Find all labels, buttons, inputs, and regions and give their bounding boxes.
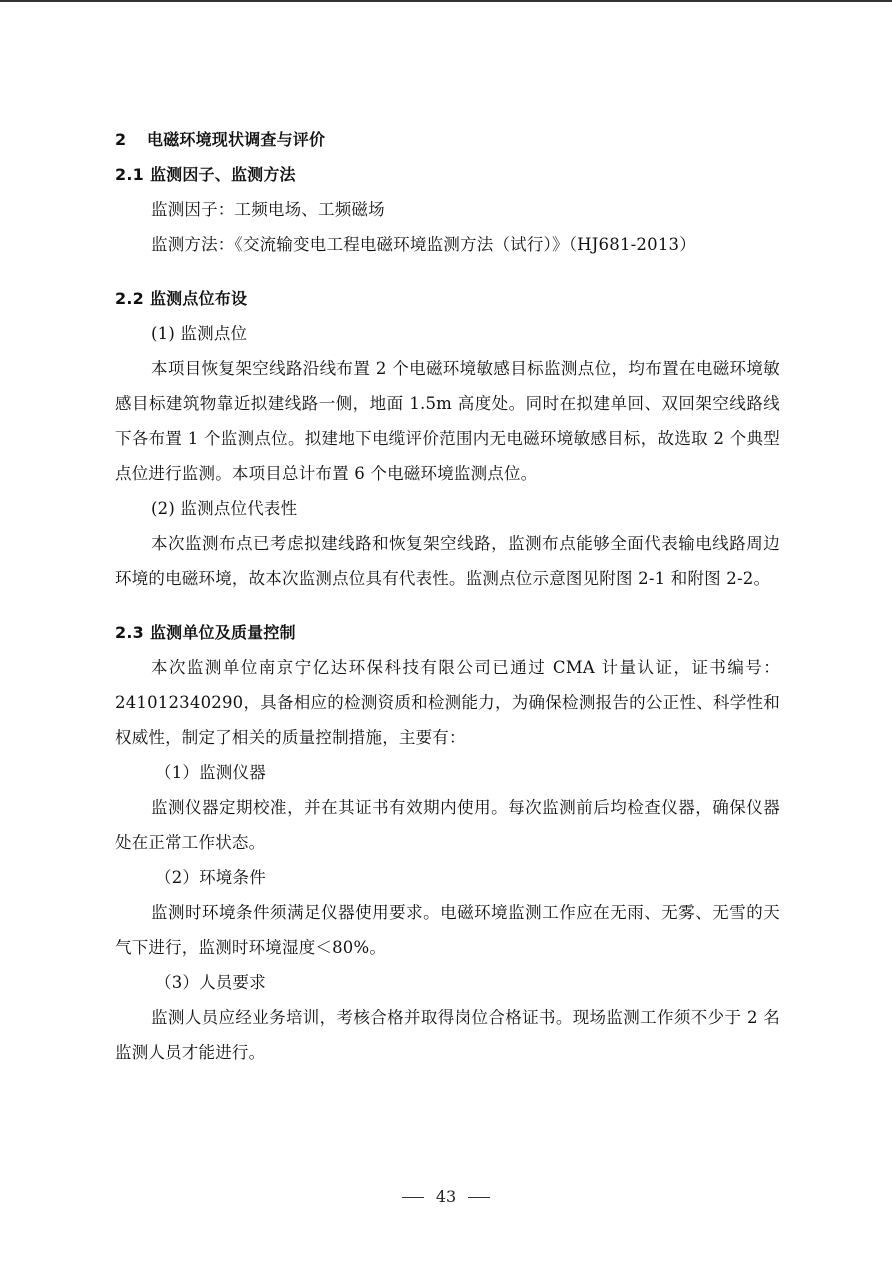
section-title: 电磁环境现状调查与评价 xyxy=(147,130,326,149)
footer-dash-left xyxy=(402,1197,424,1198)
spacer xyxy=(115,262,780,281)
spacer xyxy=(115,596,780,615)
section-2-2-heading xyxy=(115,281,780,316)
section-number: 2.1 xyxy=(115,165,144,184)
footer-dash-right xyxy=(468,1197,490,1198)
top-border-line xyxy=(0,0,892,2)
paragraph: 监测人员应经业务培训，考核合格并取得岗位合格证书。现场监测工作须不少于 2 名监测人员才能进行。 xyxy=(115,1008,780,1062)
monitoring-method-line: 监测方法：《交流输变电工程电磁环境监测方法（试行）》（HJ681-2013） xyxy=(151,235,696,254)
section-2-heading xyxy=(115,122,780,157)
section-number: 2 xyxy=(115,130,127,149)
section-2-1-heading xyxy=(115,157,780,192)
page-footer xyxy=(0,1182,892,1212)
paragraph: 本次监测单位南京宁亿达环保科技有限公司已通过 CMA 计量认证，证书编号：241012340290，具备相应的检测资质和检测能力，为确保检测报告的公正性、科学性和权威性，制定了相关的质量控制措施，主要有： xyxy=(115,658,780,747)
paragraph: 本次监测布点已考虑拟建线路和恢复架空线路，监测布点能够全面代表输电线路周边环境的电磁环境，故本次监测点位具有代表性。监测点位示意图见附图 2-1 和附图 2-2。 xyxy=(115,534,780,588)
list-item-title: （1）监测仪器 xyxy=(155,763,266,782)
section-number: 2.2 xyxy=(115,289,144,308)
section-title: 监测点位布设 xyxy=(149,289,248,308)
list-item-title: （3）人员要求 xyxy=(155,973,266,992)
monitoring-factors-line: 监测因子：工频电场、工频磁场 xyxy=(151,200,385,219)
document-body xyxy=(115,122,780,1070)
list-item-title: （2）环境条件 xyxy=(155,868,266,887)
paragraph: 监测时环境条件须满足仪器使用要求。电磁环境监测工作应在无雨、无雾、无雪的天气下进行，监测时环境湿度＜80%。 xyxy=(115,903,780,957)
section-title: 监测单位及质量控制 xyxy=(149,623,296,642)
paragraph: 本项目恢复架空线路沿线布置 2 个电磁环境敏感目标监测点位，均布置在电磁环境敏感目标建筑物靠近拟建线路一侧，地面 1.5m 高度处。同时在拟建单回、双回架空线路线下各布置 1 个监测点位。拟建地下电缆评价范围内无电磁环境敏感目标，故选取 2 个典型点位进行监测。本项目总计布置 6 个电磁环境监测点位。 xyxy=(115,359,780,483)
section-title: 监测因子、监测方法 xyxy=(149,165,296,184)
section-2-3-heading xyxy=(115,615,780,650)
page-number: 43 xyxy=(435,1187,457,1206)
subsection-title: (2) 监测点位代表性 xyxy=(151,499,298,518)
paragraph: 监测仪器定期校准，并在其证书有效期内使用。每次监测前后均检查仪器，确保仪器处在正常工作状态。 xyxy=(115,798,780,852)
section-number: 2.3 xyxy=(115,623,144,642)
subsection-title: (1) 监测点位 xyxy=(151,324,248,343)
